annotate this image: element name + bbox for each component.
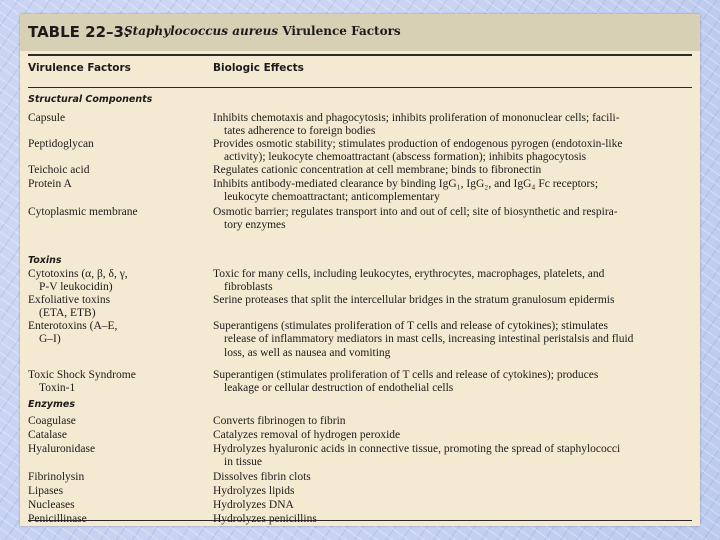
table-title	[124, 24, 401, 38]
biologic-effect: Inhibits antibody-mediated clearance by binding IgG₁, IgG₂, and IgG₄ Fc receptors;	[213, 178, 599, 190]
section-label-enzymes: Enzymes	[28, 399, 75, 410]
top-rule	[28, 54, 692, 56]
biologic-effect: loss, as well as nausea and vomiting	[224, 346, 391, 359]
virulence-factor: Cytoplasmic membrane	[28, 206, 138, 218]
biologic-effect: tory enzymes	[224, 219, 286, 232]
section-label-structural-components: Structural Components	[28, 94, 153, 105]
virulence-factor: Peptidoglycan	[28, 138, 94, 150]
biologic-effect: in tissue	[224, 456, 263, 469]
virulence-factor: Nucleases	[28, 499, 75, 511]
biologic-effect: Dissolves fibrin clots	[213, 471, 311, 483]
header-rule	[28, 87, 692, 88]
table-title-bar	[20, 14, 700, 51]
virulence-factor: Fibrinolysin	[28, 471, 85, 483]
column-header-factors: Virulence Factors	[28, 62, 131, 74]
table-title-rest: Virulence Factors	[278, 24, 401, 38]
virulence-factor: Protein A	[28, 178, 72, 190]
biologic-effect: Inhibits chemotaxis and phagocytosis; inhibits proliferation of mononuclear cells; facili-	[213, 112, 620, 124]
column-header-effects: Biologic Effects	[213, 62, 304, 74]
biologic-effect: Superantigens (stimulates proliferation of T cells and release of cytokines); stimulates	[213, 320, 608, 332]
biologic-effect: Toxic for many cells, including leukocytes, erythrocytes, macrophages, platelets, and	[213, 268, 605, 280]
biologic-effect: Hydrolyzes penicillins	[213, 513, 317, 525]
virulence-factor: Lipases	[28, 485, 64, 497]
biologic-effect: fibroblasts	[224, 281, 273, 294]
virulence-factor: Cytotoxins (α, β, δ, γ,	[28, 268, 128, 280]
virulence-factor: Hyaluronidase	[28, 443, 96, 455]
biologic-effect: Serine proteases that split the intercellular bridges in the stratum granulosum epidermis	[213, 294, 615, 306]
virulence-factor: Catalase	[28, 429, 67, 441]
table-page	[20, 14, 700, 526]
biologic-effect: activity); leukocyte chemoattractant (abscess formation); inhibits phagocytosis	[224, 151, 587, 164]
virulence-factor: Capsule	[28, 112, 66, 124]
biologic-effect: tates adherence to foreign bodies	[224, 125, 376, 138]
biologic-effect: Regulates cationic concentration at cell membrane; binds to fibronectin	[213, 164, 542, 176]
biologic-effect: Hydrolyzes DNA	[213, 499, 294, 511]
biologic-effect: Hydrolyzes hyaluronic acids in connective tissue, promoting the spread of staphylococci	[213, 443, 621, 455]
biologic-effect: Hydrolyzes lipids	[213, 485, 295, 497]
biologic-effect: leakage or cellular destruction of endothelial cells	[224, 382, 454, 395]
virulence-factor: G–I)	[39, 333, 61, 346]
virulence-factor: Teichoic acid	[28, 164, 90, 176]
biologic-effect: release of inflammatory mediators in mast cells, increasing intestinal peristalsis and fluid	[224, 333, 634, 346]
virulence-factor: Exfoliative toxins	[28, 294, 111, 306]
virulence-factor: P-V leukocidin)	[39, 281, 113, 294]
table-title-organism: Staphylococcus aureus	[124, 24, 279, 38]
biologic-effect: Osmotic barrier; regulates transport into and out of cell; site of biosynthetic and respira-	[213, 206, 618, 218]
virulence-factor: (ETA, ETB)	[39, 307, 96, 320]
biologic-effect: leukocyte chemoattractant; anticomplementary	[224, 191, 440, 204]
virulence-factor: Coagulase	[28, 415, 76, 427]
table-number: TABLE 22–3.	[28, 23, 130, 41]
biologic-effect: Converts fibrinogen to fibrin	[213, 415, 346, 427]
biologic-effect: Catalyzes removal of hydrogen peroxide	[213, 429, 401, 441]
biologic-effect: Provides osmotic stability; stimulates production of endogenous pyrogen (endotoxin-like	[213, 138, 623, 150]
virulence-factor: Enterotoxins (A–E,	[28, 320, 118, 332]
virulence-factor: Toxic Shock Syndrome	[28, 369, 136, 381]
virulence-factor: Toxin-1	[39, 382, 76, 395]
section-label-toxins: Toxins	[28, 255, 62, 266]
biologic-effect: Superantigen (stimulates proliferation of T cells and release of cytokines); produces	[213, 369, 599, 381]
virulence-factor: Penicillinase	[28, 513, 87, 525]
